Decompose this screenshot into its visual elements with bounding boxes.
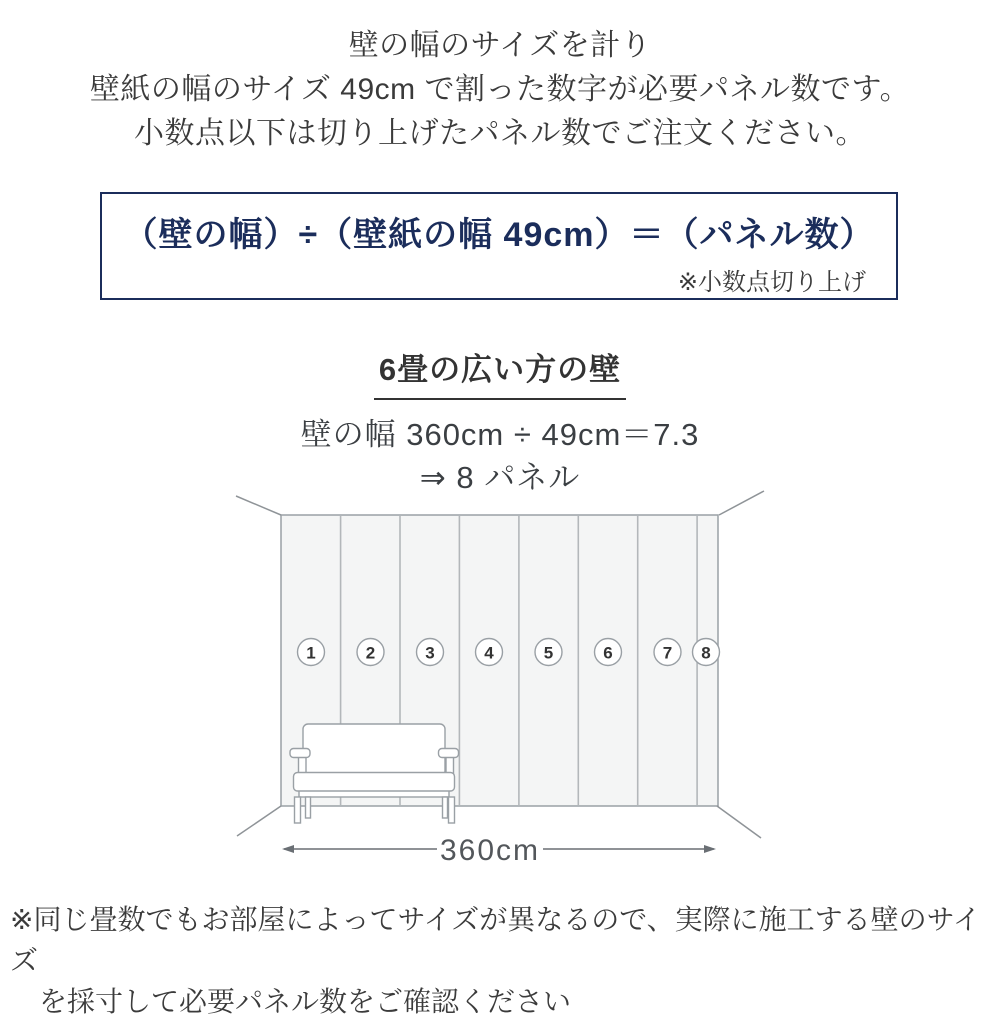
footnote [10, 899, 990, 1022]
wall-diagram-svg [215, 482, 785, 874]
corner-line-top-right [719, 491, 764, 515]
intro-text [0, 24, 1000, 156]
intro-line-2: 壁紙の幅のサイズ 49cm で割った数字が必要パネル数です。 [89, 73, 911, 106]
corner-line-bottom-right [717, 806, 761, 838]
example-result: ⇒ 8 パネル [419, 460, 581, 495]
sofa-seat [294, 773, 455, 792]
example-title-wrap [0, 344, 1000, 400]
sofa-backrest [303, 724, 445, 776]
dimension-arrow [282, 834, 716, 867]
example-calculation: 壁の幅 360cm ÷ 49cm＝7.3 [300, 417, 700, 452]
wall-width-label: 360cm [439, 834, 541, 867]
corner-line-bottom-left [237, 806, 281, 836]
arrowhead-left-icon [282, 845, 294, 853]
sofa-leg [443, 797, 448, 818]
intro-line-1: 壁の幅のサイズを計り [348, 29, 652, 62]
formula-box [100, 192, 898, 300]
footnote-line-1: ※同じ畳数でもお部屋によってサイズが異なるので、実際に施工する壁のサイズ [10, 904, 981, 976]
sofa-leg [295, 797, 301, 823]
panel-number: 3 [425, 643, 435, 663]
intro-line-3: 小数点以下は切り上げたパネル数でご注文ください。 [134, 117, 866, 150]
sofa-armrest [290, 749, 310, 758]
panel-number: 7 [662, 643, 673, 663]
sofa-leg [306, 797, 311, 818]
panel-number: 5 [543, 643, 554, 663]
panel-number: 2 [365, 643, 376, 663]
footnote-line-2: を採寸して必要パネル数をご確認ください [39, 986, 572, 1017]
panel-number: 8 [701, 643, 711, 663]
sofa-armrest [439, 749, 459, 758]
formula-note: ※小数点切り上げ [677, 269, 866, 296]
panel-number: 1 [306, 643, 316, 663]
sofa-illustration [290, 724, 459, 823]
wall-diagram [215, 482, 785, 874]
panel-number: 6 [603, 643, 613, 663]
sofa-leg [449, 797, 455, 823]
example-title: 6畳の広い方の壁 [374, 344, 626, 400]
arrowhead-right-icon [704, 845, 716, 853]
formula-equation: （壁の幅）÷（壁紙の幅 49cm）＝（パネル数） [123, 216, 875, 254]
panel-number: 4 [484, 643, 494, 663]
corner-line-top-left [236, 496, 281, 515]
